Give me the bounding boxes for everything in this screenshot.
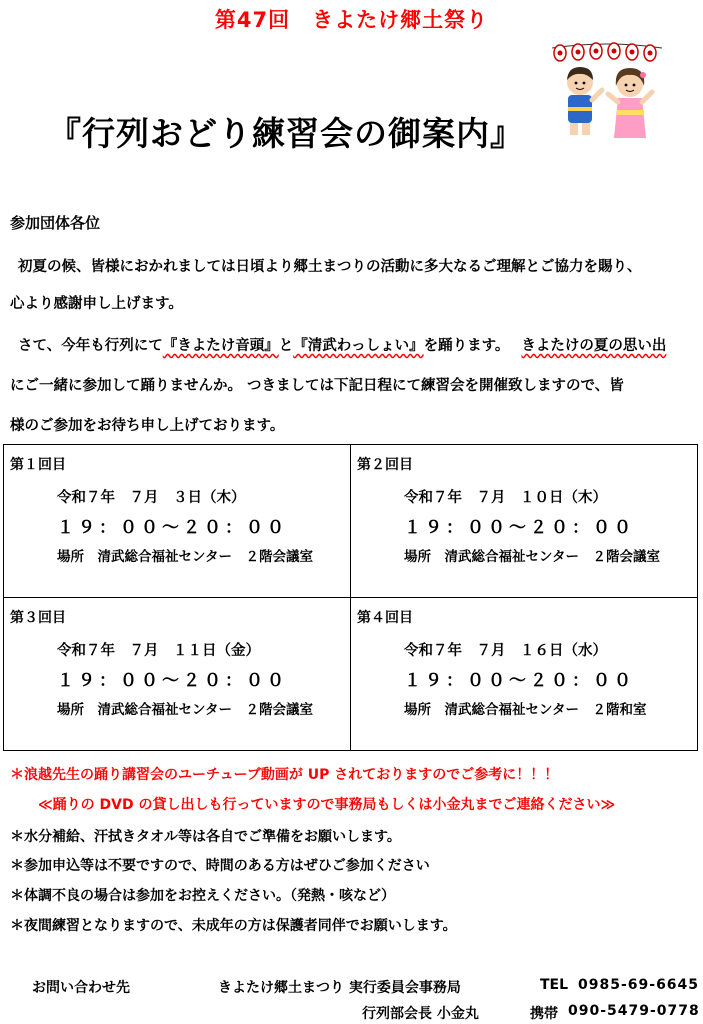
body-line-3-verb: を踊ります。 <box>423 338 510 354</box>
lantern-string-icon <box>552 43 662 61</box>
session-date: 令和７年 ７月 １６日（水） <box>404 643 607 659</box>
main-title: 『行列おどり練習会の御案内』 <box>48 114 524 153</box>
boy-icon <box>567 67 602 135</box>
session-date: 令和７年 ７月 １１日（金） <box>57 643 260 659</box>
session-place: 場所 清武総合福祉センター ２階和室 <box>404 702 647 718</box>
note-item: ＊参加申込等は不要ですので、時間のある方はぜひご参加ください <box>10 858 430 874</box>
festival-children-illustration <box>548 38 666 146</box>
session-label: 第２回目 <box>357 457 413 473</box>
session-label: 第３回目 <box>10 610 66 626</box>
session-cell-4 <box>351 598 698 751</box>
song-title-kiyotake-wasshoi: 『清武わっしょい』 <box>293 338 424 354</box>
session-cell-3 <box>4 598 351 751</box>
session-cell-2 <box>351 445 698 598</box>
mobile-number: 090-5479-0778 <box>568 1003 700 1019</box>
festival-title: 第47回 きよたけ郷土祭り <box>214 8 489 32</box>
session-place: 場所 清武総合福祉センター ２階会議室 <box>57 702 313 718</box>
tel-number: 0985-69-6645 <box>578 977 700 993</box>
session-label: 第１回目 <box>10 457 66 473</box>
body-line-5: 様のご参加をお待ち申し上げております。 <box>10 418 285 434</box>
session-place: 場所 清武総合福祉センター ２階会議室 <box>404 549 660 565</box>
girl-icon <box>608 68 652 138</box>
session-cell-1 <box>4 445 351 598</box>
session-label: 第４回目 <box>357 610 413 626</box>
body-line-1: 初夏の候、皆様におかれましては日頃より郷土まつりの活動に多大なるご理解とご協力を賜り、 <box>18 259 642 275</box>
schedule-table <box>3 444 698 751</box>
session-place: 場所 清武総合福祉センター ２階会議室 <box>57 549 313 565</box>
contact-person: 行列部会長 小金丸 <box>362 1006 479 1022</box>
youtube-notice: ＊浪越先生の踊り講習会のユーチューブ動画が UP されておりますのでご参考に！！！ <box>10 767 559 783</box>
session-time: １９：００～２０：００ <box>57 671 288 691</box>
note-item: ＊水分補給、汗拭きタオル等は各自でご準備をお願いします。 <box>10 829 401 845</box>
note-item: ＊夜間練習となりますので、未成年の方は保護者同伴でお願いします。 <box>10 918 457 934</box>
session-time: １９：００～２０：００ <box>57 518 288 538</box>
office-name: きよたけ郷土まつり 実行委員会事務局 <box>218 980 461 996</box>
session-date: 令和７年 ７月 ３日（木） <box>57 490 246 506</box>
session-time: １９：００～２０：００ <box>404 518 635 538</box>
dvd-notice: ≪踊りの DVD の貸し出しも行っていますので事務局もしくは小金丸までご連絡ください≫ <box>38 797 616 813</box>
body-line-2: 心より感謝申し上げます。 <box>10 296 183 312</box>
contact-label: お問い合わせ先 <box>32 980 130 996</box>
session-date: 令和７年 ７月 １０日（木） <box>404 490 607 506</box>
song-title-kiyotake-ondo: 『きよたけ音頭』 <box>162 338 279 354</box>
tel-label: TEL <box>540 977 569 993</box>
body-line-3-conj: と <box>278 338 294 354</box>
body-line-3 <box>18 334 666 355</box>
session-time: １９：００～２０：００ <box>404 671 635 691</box>
addressee: 参加団体各位 <box>10 214 101 232</box>
note-item: ＊体調不良の場合は参加をお控えください。（発熱・咳など） <box>10 888 395 904</box>
summer-memories-phrase: きよたけの夏の思い出 <box>521 338 667 354</box>
body-line-4: にご一緒に参加して踊りませんか。 つきましては下記日程にて練習会を開催致しますので、皆 <box>10 378 624 394</box>
body-line-3-intro: さて、今年も行列にて <box>18 338 163 354</box>
mobile-label: 携帯 <box>530 1006 558 1022</box>
